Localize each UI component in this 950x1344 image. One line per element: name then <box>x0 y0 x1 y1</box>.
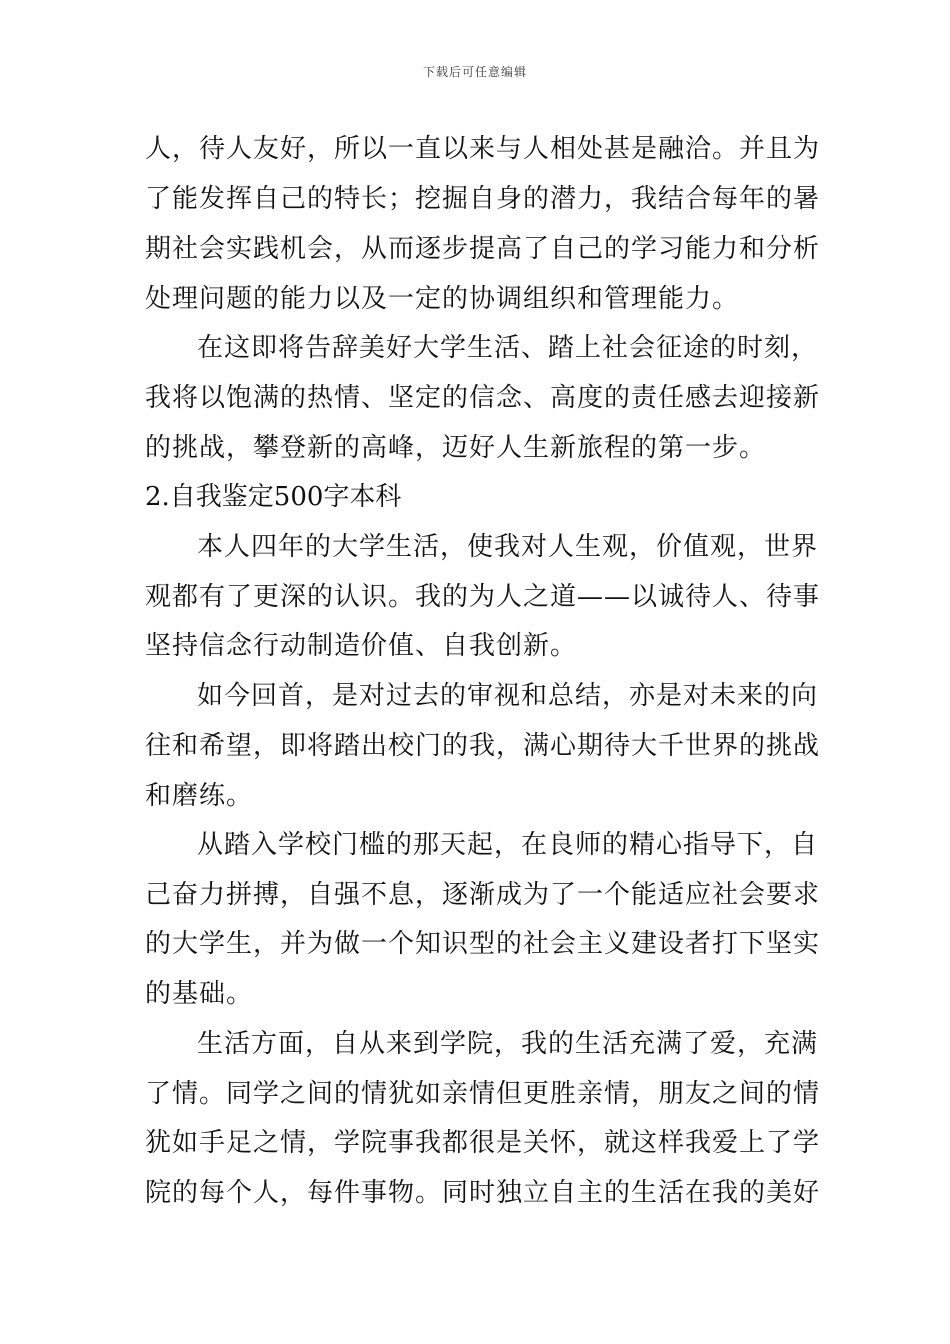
body-line: 己奋力拼搏，自强不息，逐渐成为了一个能适应社会要求 <box>145 880 821 910</box>
body-line: 的基础。 <box>145 979 254 1009</box>
body-line: 观都有了更深的认识。我的为人之道——以诚待人、待事 <box>145 582 821 612</box>
body-line: 生活方面，自从来到学院，我的生活充满了爱，充满 <box>197 1029 819 1059</box>
body-line: 如今回首，是对过去的审视和总结，亦是对未来的向 <box>197 681 819 711</box>
body-line: 院的每个人，每件事物。同时独立自主的生活在我的美好 <box>145 1178 821 1208</box>
section-heading: 2.自我鉴定500字本科 <box>145 482 402 512</box>
body-line: 的挑战，攀登新的高峰，迈好人生新旅程的第一步。 <box>145 433 767 463</box>
body-line: 了情。同学之间的情犹如亲情但更胜亲情，朋友之间的情 <box>145 1079 821 1109</box>
page-header: 下载后可任意编辑 <box>422 65 527 79</box>
body-line: 从踏入学校门槛的那天起，在良师的精心指导下，自 <box>197 830 819 860</box>
body-line: 的大学生，并为做一个知识型的社会主义建设者打下坚实 <box>145 929 821 959</box>
body-line: 了能发挥自己的特长；挖掘自身的潜力，我结合每年的暑 <box>145 184 821 214</box>
body-line: 处理问题的能力以及一定的协调组织和管理能力。 <box>145 284 740 314</box>
body-line: 人，待人友好，所以一直以来与人相处甚是融洽。并且为 <box>145 134 821 164</box>
body-line: 在这即将告辞美好大学生活、踏上社会征途的时刻， <box>197 333 819 363</box>
body-line: 我将以饱满的热情、坚定的信念、高度的责任感去迎接新 <box>145 383 821 413</box>
body-line: 往和希望，即将踏出校门的我，满心期待大千世界的挑战 <box>145 731 821 761</box>
body-line: 和磨练。 <box>145 781 254 811</box>
body-line: 本人四年的大学生活，使我对人生观，价值观，世界 <box>197 532 819 562</box>
body-line: 坚持信念行动制造价值、自我创新。 <box>145 631 578 661</box>
body-line: 犹如手足之情，学院事我都很是关怀，就这样我爱上了学 <box>145 1128 821 1158</box>
body-line: 期社会实践机会，从而逐步提高了自己的学习能力和分析 <box>145 234 821 264</box>
